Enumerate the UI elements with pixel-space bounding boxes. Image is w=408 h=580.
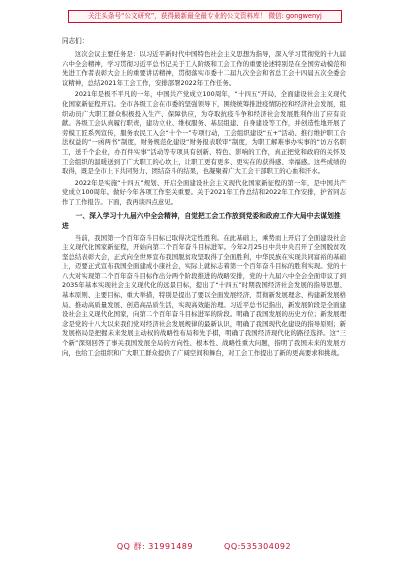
paragraph: 2022年是实施“十四五”规划、开启全面建设社会主义现代化国家新征程的第一年，是中国共产党成立100周年。做好今年各项工作至关重要。关于2021年工作总结和2022年工作安排，护省同志作了工作报告。下面，我再谈四点意见。 — [62, 178, 346, 206]
document-body — [62, 36, 346, 360]
greeting: 同志们： — [62, 37, 89, 45]
section-heading: 一、深入学习十九届六中全会精神，自觉把工会工作放到党委和政府工作大局中去谋划推进 — [62, 211, 341, 230]
header-banner: 关注头条号“公文研究”，获得最新最全最专业的公文资料库！ 微信: gongwenyj — [68, 10, 342, 23]
paragraph: 这次会议主要任务是：以习近平新时代中国特色社会主义思想为指导，深入学习贯彻党的十九届六中全会精神，学习贯彻习近平总书记关于工人阶级和工会工作的重要论述特别是在全国劳动模范和先进工作者表彰大会上的重要讲话精神，贯彻落实市委十二届九次全会和省总工会十四届五次全委会议精神，总结2021年工会工作，安排部署2022年工作任务。 — [62, 50, 346, 87]
footer-contact — [0, 541, 408, 552]
qq-group: QQ 群: 31991489 — [116, 542, 193, 551]
qq-number: QQ:535304092 — [224, 542, 292, 551]
paragraph: 当前，我国第一个百年奋斗目标已取得决定性胜利。在此基础上，乘势而上开启了全面建设社会主义现代化国家新征程，开始向第二个百年奋斗目标进军。今年2月25日中共中央召开了全国脱贫攻坚总结表彰大会，正式向全世界宣布我国脱贫攻坚取得了全面胜利，中华民族在实现共同富裕的基础上，迈要正式宣布我国全面建成小康社会，实际上就标志着第一个百年奋斗目标的胜利实现。党的十八大对实现第二个百年奋斗目标作出分两个阶段推进的战略安排，党的十九届六中全会全面审议了到2035年基本实现社会主义现代化的远景目标，提出了“十四五”时期我国经济社会发展的指导思想、基本原则、主要目标、重大举措，特别是提出了要以全面发展经济、贯彻新发展理念、构建新发展格局、推动高质量发展、创造高品质生活，实现高效能治理。习近平总书记指出，新发展阶段是全面建设社会主义现代化国家，向第二个百年奋斗目标进军的阶段。明确了我国发展的历史方位；新发展理念是党的十八大以来我们党对经济社会发展规律的最新认识，明确了我国现代化建设的指导原则；新发展格局是把握未来发展主动权的战略性布局和先手棋，明确了我国经济现代化的路径选择。这“三个新”深刻回答了事关我国发展全局的方向性、根本性、战略性重大问题，指明了我国未来的发展方向，也给工会组织和广大职工群众提供了广阔空间和舞台，对工会工作提出了新的更高要求和挑战。 — [62, 233, 346, 357]
paragraph: 2021年是极不平凡的一年，中国共产党成立100周年，“十四五”开局，全面建设社会主义现代化国家新征程开启。全市各级工会在市委的坚强领导下，围绕统筹推进疫情防控和经济社会发展，组织动员广大职工群众积极投入生产、保障供应，为夺取抗疫斗争和经济社会发展胜利作出了应有贡献。各级工会认真履行职责，建功立业、维权服务、基层组建、自身建设等工作，并创造性地开展了劳模工匠系列宣传，服务农民工入会“十个一”专项行动，工会组织建设“五+”活动、推行维护职工合法权益的“一函两书”制度，财务规范化建设“财务报表联审”制度，为职工解难事办实事的“访万名职工，送千个企业，办百件实事”活动等专项具有创新、特色、影响的工作，真正把党和政府的关怀及工会组织的温暖送到了广大职工的心坎上，让职工更有更多、更实在的获得感、幸福感。这些成绩的取得，既是全市上下共同努力、团结奋斗的结果，也凝聚着广大工会干部职工的心血和汗水。 — [62, 90, 346, 176]
